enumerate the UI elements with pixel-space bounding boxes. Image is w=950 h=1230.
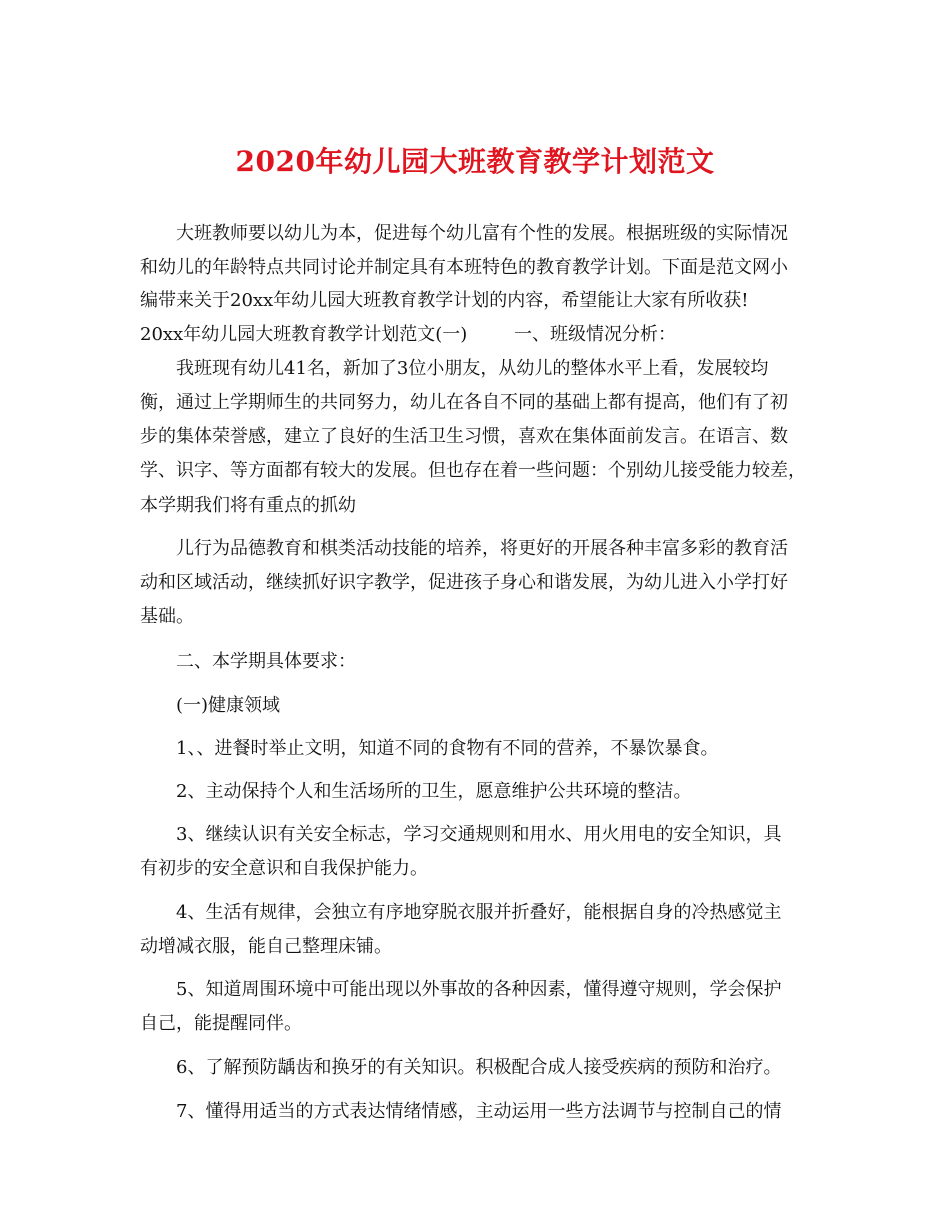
paragraph-line: 编带来关于20xx年幼儿园大班教育教学计划的内容，希望能让大家有所收获!: [140, 290, 749, 311]
section-heading: 一、班级情况分析：: [514, 324, 676, 345]
paragraph-line: 儿行为品德教育和棋类活动技能的培养，将更好的开展各种丰富多彩的教育活: [176, 538, 788, 559]
paragraph-line: 和幼儿的年龄特点共同讨论并制定具有本班特色的教育教学计划。下面是范文网小: [140, 257, 788, 278]
list-item-continuation: 有初步的安全意识和自我保护能力。: [140, 858, 428, 879]
list-item-continuation: 动增减衣服，能自己整理床铺。: [140, 936, 392, 957]
list-item: 7、懂得用适当的方式表达情绪情感，主动运用一些方法调节与控制自己的情: [176, 1101, 782, 1122]
paragraph-line: 基础。: [140, 606, 194, 627]
section-heading: 20xx年幼儿园大班教育教学计划范文(一): [140, 324, 468, 345]
list-item: 1、、进餐时举止文明，知道不同的食物有不同的营养，不暴饮暴食。: [176, 738, 719, 759]
list-item: 6、了解预防龋齿和换牙的有关知识。积极配合成人接受疾病的预防和治疗。: [176, 1057, 782, 1078]
paragraph-line: 步的集体荣誉感，建立了良好的生活卫生习惯，喜欢在集体面前发言。在语言、数: [140, 426, 788, 447]
list-item: 3、继续认识有关安全标志，学习交通规则和用水、用火用电的安全知识，具: [176, 824, 782, 845]
paragraph-line: 大班教师要以幼儿为本，促进每个幼儿富有个性的发展。根据班级的实际情况: [176, 223, 788, 244]
subsection-heading: (一)健康领域: [176, 695, 281, 716]
list-item: 2、主动保持个人和生活场所的卫生，愿意维护公共环境的整洁。: [176, 781, 692, 802]
paragraph-line: 我班现有幼儿41名，新加了3位小朋友，从幼儿的整体水平上看，发展较均: [176, 358, 769, 379]
list-item-continuation: 自己，能提醒同伴。: [140, 1013, 302, 1034]
list-item: 5、知道周围环境中可能出现以外事故的各种因素，懂得遵守规则，学会保护: [176, 979, 782, 1000]
paragraph-line: 本学期我们将有重点的抓幼: [140, 495, 356, 516]
paragraph-line: 动和区域活动，继续抓好识字教学，促进孩子身心和谐发展，为幼儿进入小学打好: [140, 572, 788, 593]
paragraph-line: 衡，通过上学期师生的共同努力，幼儿在各自不同的基础上都有提高，他们有了初: [140, 392, 788, 413]
list-item: 4、生活有规律，会独立有序地穿脱衣服并折叠好，能根据自身的冷热感觉主: [176, 902, 782, 923]
document-title: 2020年幼儿园大班教育教学计划范文: [235, 145, 715, 178]
section-heading: 二、本学期具体要求：: [176, 651, 356, 672]
paragraph-line: 学、识字、等方面都有较大的发展。但也存在着一些问题：个别幼儿接受能力较差，: [140, 460, 806, 481]
